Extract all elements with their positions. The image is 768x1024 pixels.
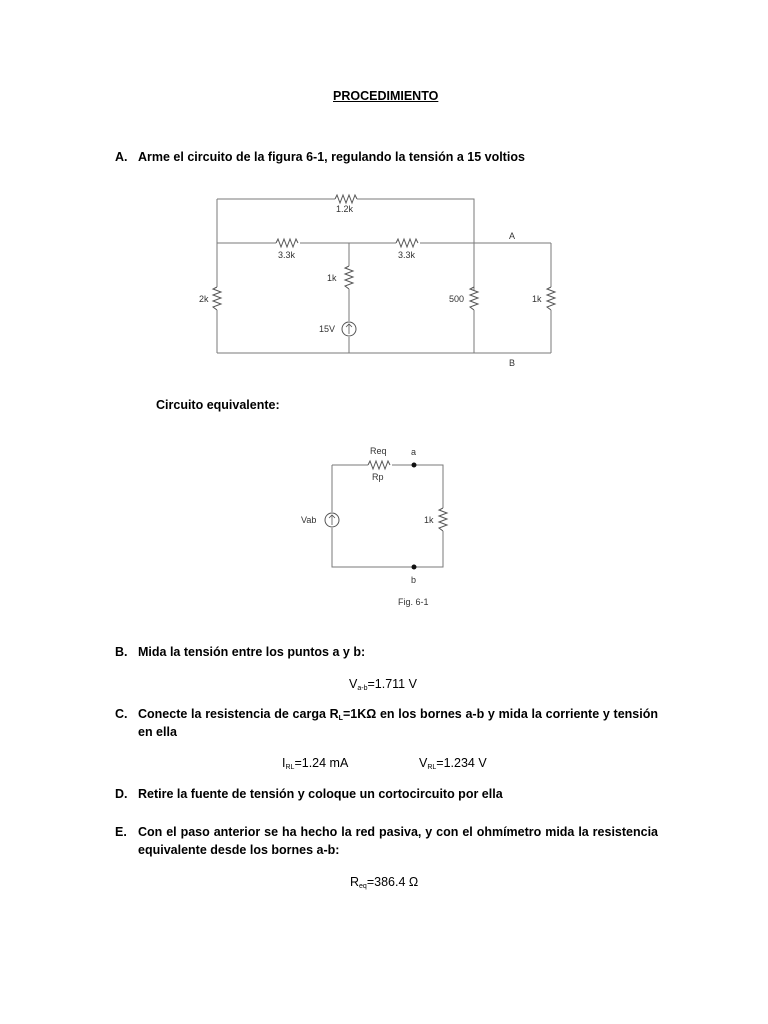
node-b-dot bbox=[412, 565, 417, 570]
page-title: PROCEDIMIENTO bbox=[333, 89, 439, 103]
step-c-text bbox=[138, 705, 658, 741]
resistor-3-3k-right bbox=[396, 239, 418, 247]
label-r-3-3k-left: 3.3k bbox=[278, 250, 296, 260]
result-irl-symbol: I bbox=[282, 756, 286, 770]
result-vrl-symbol: V bbox=[419, 756, 428, 770]
result-vrl-sub: RL bbox=[427, 764, 437, 771]
label-r-1k-right: 1k bbox=[532, 294, 542, 304]
label-r-2k: 2k bbox=[199, 294, 209, 304]
result-irl-sub: RL bbox=[285, 764, 295, 771]
label-rp: Rp bbox=[372, 472, 384, 482]
equivalent-label: Circuito equivalente: bbox=[156, 398, 280, 412]
label-node-a: A bbox=[509, 231, 516, 241]
figure-caption: Fig. 6-1 bbox=[398, 597, 429, 607]
step-c-text-sub: L bbox=[338, 715, 343, 722]
label-source-vab: Vab bbox=[301, 515, 317, 525]
resistor-1k-mid bbox=[345, 266, 353, 289]
result-req bbox=[350, 873, 418, 891]
label-r-3-3k-right: 3.3k bbox=[398, 250, 416, 260]
label-r-1-2k: 1.2k bbox=[336, 204, 354, 214]
resistor-1-2k bbox=[335, 195, 357, 203]
result-req-symbol: R bbox=[350, 875, 360, 889]
step-b-letter: B. bbox=[115, 645, 128, 659]
node-a-dot bbox=[412, 463, 417, 468]
label-r-500: 500 bbox=[449, 294, 465, 304]
step-b-text: Mida la tensión entre los puntos a y b: bbox=[138, 645, 366, 659]
resistor-500 bbox=[470, 287, 478, 310]
resistor-1k-right bbox=[547, 287, 555, 310]
label-r-1k-mid: 1k bbox=[327, 273, 337, 283]
result-vrl bbox=[419, 754, 487, 772]
label-node-b-eq: b bbox=[411, 575, 417, 585]
label-node-b: B bbox=[509, 358, 516, 368]
resistor-3-3k-left bbox=[276, 239, 298, 247]
result-irl bbox=[282, 754, 348, 772]
step-a-letter: A. bbox=[115, 150, 128, 164]
step-e-text: Con el paso anterior se ha hecho la red pasiva, y con el ohmímetro mida la resistencia equivalente desde los bornes a-b: bbox=[138, 825, 658, 857]
result-vab-sub: a-b bbox=[357, 685, 368, 692]
resistor-load-1k bbox=[439, 508, 447, 531]
label-load-1k: 1k bbox=[424, 515, 434, 525]
circuit-diagram-equivalent bbox=[0, 430, 768, 620]
result-vab bbox=[349, 675, 417, 693]
label-source-15v: 15V bbox=[319, 324, 336, 334]
result-req-sub: eq bbox=[359, 883, 367, 890]
resistor-req bbox=[368, 461, 390, 469]
step-a-text: Arme el circuito de la figura 6-1, regulando la tensión a 15 voltios bbox=[138, 150, 525, 164]
step-d-text: Retire la fuente de tensión y coloque un cortocircuito por ella bbox=[138, 787, 503, 801]
resistor-2k bbox=[213, 287, 221, 310]
step-c-text-part2: =1KΩ en los bornes a-b y mida la corriente y tensión en ella bbox=[138, 707, 658, 739]
result-vab-symbol: V bbox=[349, 677, 358, 691]
step-d-letter: D. bbox=[115, 787, 128, 801]
step-c-letter: C. bbox=[115, 707, 128, 721]
circuit-diagram-main bbox=[0, 0, 768, 420]
step-c-text-part1: Conecte la resistencia de carga R bbox=[138, 707, 339, 721]
label-node-a-eq: a bbox=[411, 447, 417, 457]
result-vab-value: =1.711 V bbox=[367, 677, 417, 691]
result-irl-value: =1.24 mA bbox=[294, 756, 349, 770]
result-req-value: =386.4 Ω bbox=[366, 875, 419, 889]
result-vrl-value: =1.234 V bbox=[436, 756, 487, 770]
step-e-letter: E. bbox=[115, 825, 127, 839]
label-req: Req bbox=[370, 446, 387, 456]
